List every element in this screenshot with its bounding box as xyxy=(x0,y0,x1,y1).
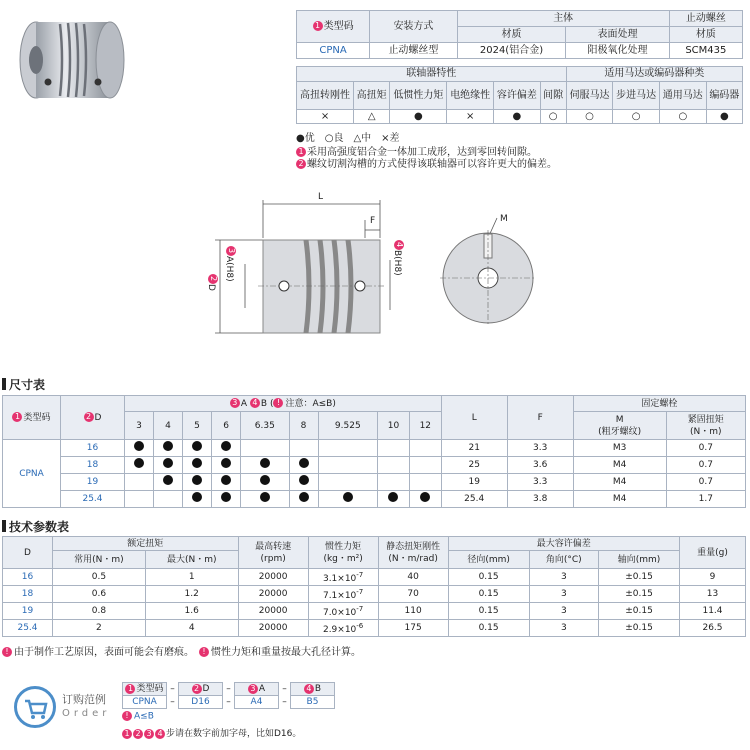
dim-code-header: 1 类型码 xyxy=(3,396,61,440)
tech-r-cell: 0.15 xyxy=(448,603,529,620)
order-A-header: 3 A xyxy=(235,683,279,696)
technical-drawing xyxy=(200,190,540,340)
screw-material-value: SCM435 xyxy=(669,43,742,59)
tech-s-cell: 20000 xyxy=(238,586,308,603)
features-table xyxy=(296,66,743,124)
bore-cell xyxy=(212,474,241,491)
tech-D-header: D xyxy=(3,537,53,569)
order-code-value: CPNA xyxy=(123,696,167,709)
available-dot xyxy=(420,492,430,502)
feature-col-1: 高扭矩 xyxy=(354,82,390,110)
note-1: 1 采用高强度铝合金一体加工成形，达到零回转间隙。 xyxy=(296,143,537,158)
dim-row xyxy=(3,440,746,457)
tech-m-cell: 1 xyxy=(145,569,238,586)
bore-cell xyxy=(125,491,154,508)
material-value: 2024(铝合金) xyxy=(457,43,566,59)
dim-F-label: F xyxy=(370,216,376,226)
bore-cell xyxy=(378,457,410,474)
bore-cell xyxy=(125,440,154,457)
dim-AB-header: 3 A 4 B ( ! 注意：A≤B) xyxy=(125,396,442,412)
bore-cell xyxy=(154,440,183,457)
feature-val-2: ● xyxy=(390,110,447,124)
tech-w-cell: 13 xyxy=(680,586,746,603)
tech-k-cell: 40 xyxy=(378,569,448,586)
tech-a-cell: 3 xyxy=(529,620,598,637)
bore-cell xyxy=(409,474,441,491)
tech-D-cell: 25.4 xyxy=(3,620,53,637)
bore-cell xyxy=(154,491,183,508)
tech-inertia-header: 惯性力矩 (kg・m²) xyxy=(308,537,378,569)
available-dot xyxy=(260,492,270,502)
bore-cell xyxy=(212,491,241,508)
bore-cell xyxy=(378,474,410,491)
motors-header: 适用马达或编码器种类 xyxy=(566,67,742,82)
dim-row xyxy=(3,474,746,491)
tech-max-header: 最大(N・m) xyxy=(145,551,238,569)
tech-a-cell: 3 xyxy=(529,603,598,620)
feature-val-6: ○ xyxy=(566,110,613,124)
dim-L-cell: 25.4 xyxy=(441,491,507,508)
feature-val-3: × xyxy=(447,110,494,124)
tech-i-cell: $3.1\times 10^{-7}$ xyxy=(308,569,378,586)
bore-cell xyxy=(318,474,378,491)
dim-row xyxy=(3,457,746,474)
bore-cell xyxy=(183,457,212,474)
tech-r-cell: 0.15 xyxy=(448,586,529,603)
bore-header-1: 4 xyxy=(154,412,183,440)
available-dot xyxy=(163,441,173,451)
product-photo xyxy=(8,8,128,108)
dim-M-cell: M4 xyxy=(573,491,666,508)
tech-radial-header: 径向(mm) xyxy=(448,551,529,569)
dim-B-label: 4B(H8) xyxy=(392,240,405,276)
feature-col-8: 通用马达 xyxy=(659,82,706,110)
bore-cell xyxy=(154,474,183,491)
order-note-1: ! A≤B xyxy=(122,711,154,722)
code-header: 1 类型码 xyxy=(297,11,370,43)
mount-header: 安装方式 xyxy=(370,11,458,43)
feature-val-7: ○ xyxy=(613,110,660,124)
tech-m-cell: 1.2 xyxy=(145,586,238,603)
order-example xyxy=(14,686,124,730)
dim-L-cell: 25 xyxy=(441,457,507,474)
dim-T-cell: 0.7 xyxy=(666,457,745,474)
tech-section-title: 技术参数表 xyxy=(2,518,69,535)
dim-F-cell: 3.8 xyxy=(507,491,573,508)
order-D-header: 2 D xyxy=(179,683,223,696)
feature-col-9: 编码器 xyxy=(706,82,742,110)
bore-cell xyxy=(183,440,212,457)
available-dot xyxy=(388,492,398,502)
feature-val-1: △ xyxy=(354,110,390,124)
bore-cell xyxy=(183,491,212,508)
order-code-header: 1 类型码 xyxy=(123,683,167,696)
tech-k-cell: 175 xyxy=(378,620,448,637)
feature-col-7: 步进马达 xyxy=(613,82,660,110)
screw-material-header: 材质 xyxy=(669,27,742,43)
bore-cell xyxy=(212,440,241,457)
tech-a-cell: 3 xyxy=(529,569,598,586)
screw-header: 止动螺丝 xyxy=(669,11,742,27)
available-dot xyxy=(221,475,231,485)
bore-cell xyxy=(318,457,378,474)
tech-angle-header: 角向(°C) xyxy=(529,551,598,569)
available-dot xyxy=(192,475,202,485)
available-dot xyxy=(221,492,231,502)
legend: ●优 ○良 △中 ×差 xyxy=(296,133,400,144)
tech-s-cell: 20000 xyxy=(238,603,308,620)
tech-w-cell: 26.5 xyxy=(680,620,746,637)
tech-normal-header: 常用(N・m) xyxy=(53,551,146,569)
available-dot xyxy=(260,458,270,468)
dim-D-cell: 18 xyxy=(61,457,125,474)
dim-F-cell: 3.3 xyxy=(507,474,573,491)
bore-cell xyxy=(378,491,410,508)
features-header: 联轴器特性 xyxy=(297,67,567,82)
tech-ax-cell: ±0.15 xyxy=(599,603,680,620)
dim-L-header: L xyxy=(441,396,507,440)
available-dot xyxy=(221,441,231,451)
body-header: 主体 xyxy=(457,11,669,27)
available-dot xyxy=(134,441,144,451)
note-2: 2 螺纹切割沟槽的方式使得该联轴器可以容许更大的偏差。 xyxy=(296,155,557,170)
tech-D-cell: 18 xyxy=(3,586,53,603)
dim-row xyxy=(3,491,746,508)
bore-header-0: 3 xyxy=(125,412,154,440)
tech-k-cell: 70 xyxy=(378,586,448,603)
tech-row xyxy=(3,569,746,586)
tech-deviation-header: 最大容许偏差 xyxy=(448,537,679,551)
tech-stiffness-header: 静态扭矩刚性 (N・m/rad) xyxy=(378,537,448,569)
available-dot xyxy=(260,475,270,485)
bore-cell xyxy=(289,474,318,491)
material-header: 材质 xyxy=(457,27,566,43)
available-dot xyxy=(299,475,309,485)
dim-L-cell: 21 xyxy=(441,440,507,457)
tech-r-cell: 0.15 xyxy=(448,620,529,637)
tech-s-cell: 20000 xyxy=(238,620,308,637)
bore-cell xyxy=(289,491,318,508)
tech-speed-header: 最高转速 (rpm) xyxy=(238,537,308,569)
dim-T-cell: 0.7 xyxy=(666,474,745,491)
tech-n-cell: 2 xyxy=(53,620,146,637)
bore-cell xyxy=(318,440,378,457)
dim-F-cell: 3.3 xyxy=(507,440,573,457)
dim-screw-header: 固定螺栓 xyxy=(573,396,745,412)
bore-cell xyxy=(241,457,289,474)
feature-val-9: ● xyxy=(706,110,742,124)
order-A-value: A4 xyxy=(235,696,279,709)
surface-value: 阳极氧化处理 xyxy=(566,43,669,59)
feature-val-0: × xyxy=(297,110,354,124)
feature-val-8: ○ xyxy=(659,110,706,124)
bore-cell xyxy=(154,457,183,474)
tech-row xyxy=(3,620,746,637)
dim-L-label: L xyxy=(318,192,324,202)
tech-i-cell: $7.1\times 10^{-7}$ xyxy=(308,586,378,603)
tech-k-cell: 110 xyxy=(378,603,448,620)
bore-header-5: 8 xyxy=(289,412,318,440)
bore-header-3: 6 xyxy=(212,412,241,440)
available-dot xyxy=(192,492,202,502)
available-dot xyxy=(299,492,309,502)
tech-row xyxy=(3,586,746,603)
bore-header-8: 12 xyxy=(409,412,441,440)
tech-weight-header: 重量(g) xyxy=(680,537,746,569)
bore-header-2: 5 xyxy=(183,412,212,440)
tech-m-cell: 1.6 xyxy=(145,603,238,620)
feature-col-3: 电绝缘性 xyxy=(447,82,494,110)
available-dot xyxy=(163,458,173,468)
bore-cell xyxy=(289,440,318,457)
feature-col-5: 间隙 xyxy=(540,82,566,110)
bore-cell xyxy=(318,491,378,508)
dim-M-header: M (粗牙螺纹) xyxy=(573,412,666,440)
tech-i-cell: $2.9\times 10^{-6}$ xyxy=(308,620,378,637)
feature-val-4: ● xyxy=(494,110,541,124)
feature-col-6: 伺服马达 xyxy=(566,82,613,110)
tech-i-cell: $7.0\times 10^{-7}$ xyxy=(308,603,378,620)
dim-M-cell: M4 xyxy=(573,457,666,474)
surface-header: 表面处理 xyxy=(566,27,669,43)
order-table: 1 类型码 – 2 D – 3 A – 4 B CPNA – D16 – A4 – B5 xyxy=(122,682,335,709)
tech-ax-cell: ±0.15 xyxy=(599,620,680,637)
available-dot xyxy=(192,458,202,468)
bore-header-7: 10 xyxy=(378,412,410,440)
bore-cell xyxy=(183,474,212,491)
tech-w-cell: 11.4 xyxy=(680,603,746,620)
tech-torque-header: 额定扭矩 xyxy=(53,537,239,551)
bore-header-4: 6.35 xyxy=(241,412,289,440)
dim-D-cell: 19 xyxy=(61,474,125,491)
bore-cell xyxy=(125,474,154,491)
tech-w-cell: 9 xyxy=(680,569,746,586)
cart-icon xyxy=(14,686,56,728)
tech-n-cell: 0.5 xyxy=(53,569,146,586)
dim-F-cell: 3.6 xyxy=(507,457,573,474)
bore-cell xyxy=(409,457,441,474)
bore-cell xyxy=(241,474,289,491)
dim-M-cell: M3 xyxy=(573,440,666,457)
tech-row xyxy=(3,603,746,620)
tech-r-cell: 0.15 xyxy=(448,569,529,586)
dimension-table xyxy=(2,395,746,508)
bore-cell xyxy=(125,457,154,474)
tech-a-cell: 3 xyxy=(529,586,598,603)
dim-D-header: 2 D xyxy=(61,396,125,440)
bore-cell xyxy=(289,457,318,474)
dim-D-cell: 16 xyxy=(61,440,125,457)
order-B-header: 4 B xyxy=(291,683,335,696)
tech-s-cell: 20000 xyxy=(238,569,308,586)
dim-M-cell: M4 xyxy=(573,474,666,491)
tech-D-cell: 19 xyxy=(3,603,53,620)
dim-T-cell: 1.7 xyxy=(666,491,745,508)
dim-M-label: M xyxy=(500,214,508,224)
tech-table xyxy=(2,536,746,637)
order-title-en: Order xyxy=(62,708,111,719)
tech-axial-header: 轴向(mm) xyxy=(599,551,680,569)
tech-D-cell: 16 xyxy=(3,569,53,586)
available-dot xyxy=(134,458,144,468)
order-B-value: B5 xyxy=(291,696,335,709)
dim-A-label: 3A(H8) xyxy=(224,246,237,282)
dim-L-cell: 19 xyxy=(441,474,507,491)
tech-n-cell: 0.6 xyxy=(53,586,146,603)
available-dot xyxy=(163,475,173,485)
tech-ax-cell: ±0.15 xyxy=(599,586,680,603)
code-value: CPNA xyxy=(297,43,370,59)
dim-D-label: 2D xyxy=(206,274,219,291)
tech-m-cell: 4 xyxy=(145,620,238,637)
available-dot xyxy=(221,458,231,468)
available-dot xyxy=(192,441,202,451)
tech-ax-cell: ±0.15 xyxy=(599,569,680,586)
feature-col-4: 容许偏差 xyxy=(494,82,541,110)
feature-col-2: 低惯性力矩 xyxy=(390,82,447,110)
dim-torque-header: 紧固扭矩 (N・m) xyxy=(666,412,745,440)
mount-value: 止动螺丝型 xyxy=(370,43,458,59)
bore-header-6: 9.525 xyxy=(318,412,378,440)
bore-cell xyxy=(409,491,441,508)
tech-notes: ! 由于制作工艺原因，表面可能会有磨痕。 ! 惯性力矩和重量按最大孔径计算。 xyxy=(2,643,361,658)
feature-val-5: ○ xyxy=(540,110,566,124)
bore-cell xyxy=(241,491,289,508)
available-dot xyxy=(343,492,353,502)
dim-D-cell: 25.4 xyxy=(61,491,125,508)
order-title: 订购范例 xyxy=(62,693,106,706)
dimension-section-title: 尺寸表 xyxy=(2,376,45,393)
bore-cell xyxy=(241,440,289,457)
dim-code-cell: CPNA xyxy=(3,440,61,508)
available-dot xyxy=(299,458,309,468)
dim-T-cell: 0.7 xyxy=(666,440,745,457)
bore-cell xyxy=(409,440,441,457)
dim-F-header: F xyxy=(507,396,573,440)
bore-cell xyxy=(378,440,410,457)
feature-col-0: 高扭转刚性 xyxy=(297,82,354,110)
order-D-value: D16 xyxy=(179,696,223,709)
bore-cell xyxy=(212,457,241,474)
tech-n-cell: 0.8 xyxy=(53,603,146,620)
spec-table xyxy=(296,10,743,59)
order-note-2: 1 2 3 4 步请在数字前加字母，比如D16。 xyxy=(122,726,301,739)
